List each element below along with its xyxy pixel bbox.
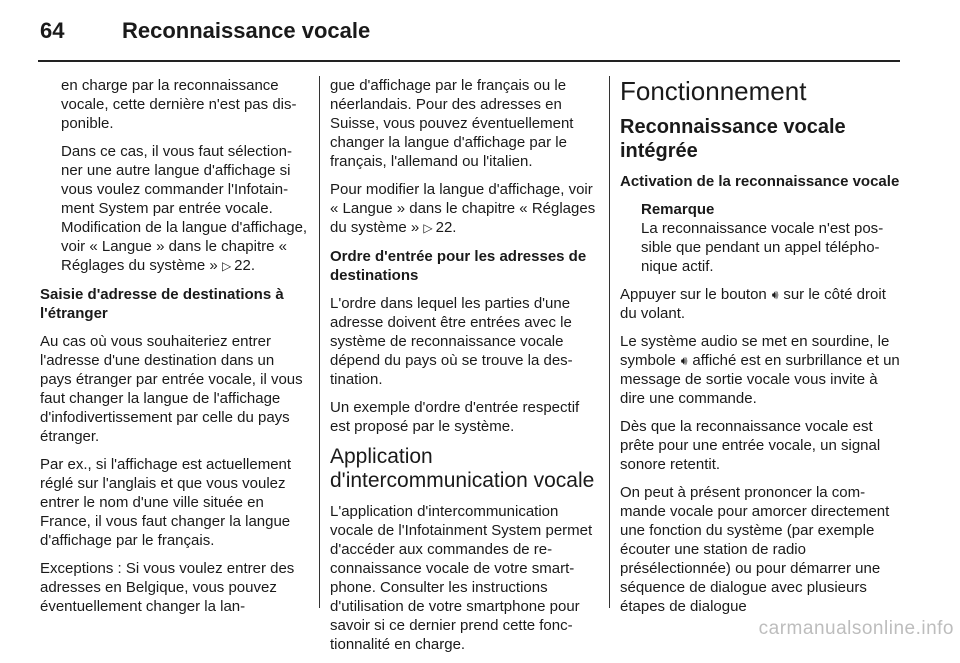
paragraph: Exceptions : Si vous voulez entrer des adresses en Belgique, vous pouvez éventuellement changer la lan- — [40, 560, 295, 615]
note-label: Remarque — [641, 201, 715, 218]
paragraph: On peut à présent prononcer la commande vocale pour amorcer directement une fonction du système (par exemple écouter une station de radio présélectionnée) ou pour démarrer une séquence de dialogue avec plusieurs étapes de dialogue — [620, 484, 890, 615]
voice-control-icon: 🔊︎ — [680, 353, 688, 368]
column-divider — [609, 76, 610, 608]
paragraph: Appuyer sur le bouton 🔊︎ sur le côté droit du volant. — [620, 286, 886, 322]
paragraph: Au cas où vous souhaiteriez entrer l'adresse d'une destination dans un pays étranger par entrée vocale, il vous faut changer la langue de l'affichage d'infodivertissement par celle du pays étranger. — [40, 333, 303, 445]
paragraph: gue d'affichage par le français ou le néerlandais. Pour des adresses en Suisse, vous pouvez éventuellement changer la langue d'affichage par le français, l'allemand ou l'italien. — [330, 77, 574, 170]
note-text: La reconnaissance vocale n'est possible que pendant un appel téléphonique actif. — [641, 220, 884, 275]
paragraph: L'application d'intercommunication vocale de l'Infotainment System permet d'accéder aux commandes de reconnaissance vocale de votre smartphone. Consulter les instructions d'utilisation de votre smartphone pour savoir si ce dernier prend cette fonctionnalité en charge. — [330, 503, 593, 653]
note-box — [620, 200, 902, 276]
column-1 — [40, 76, 308, 625]
section-heading: Saisie d'adresse de destinations à l'étranger — [40, 286, 284, 322]
paragraph: Dès que la reconnaissance vocale est prête pour une entrée vocale, un signal sonore retentit. — [620, 418, 881, 473]
page-reference-link[interactable]: ▷ 22. — [423, 219, 456, 236]
watermark: carmanualsonline.info — [758, 618, 954, 639]
page-title: Reconnaissance vocale — [122, 18, 371, 43]
page-number: 64 — [40, 18, 65, 43]
voice-control-icon: 🔊︎ — [771, 287, 779, 302]
section-title: Application d'intercommunication vocale — [330, 445, 595, 492]
paragraph: Par ex., si l'affichage est actuellement réglé sur l'anglais et que vous voulez entrer le nom d'une ville située en France, il vous faut changer la langue d'affichage par le français. — [40, 456, 292, 549]
header-rule — [38, 60, 900, 62]
paragraph: Le système audio se met en sourdine, le symbole 🔊︎ affiché est en surbrillance et un message de sortie vocale vous invite à dire une commande. — [620, 333, 900, 407]
paragraph: L'ordre dans lequel les parties d'une adresse doivent être entrées avec le système de reconnaissance vocale dépend du pays où se trouve la destination. — [330, 295, 573, 388]
section-heading: Ordre d'entrée pour les adresses de destinations — [330, 248, 587, 284]
page-header — [40, 18, 370, 54]
paragraph: Dans ce cas, il vous faut sélectionner une autre langue d'affichage si vous voulez commander l'Infotainment System par entrée vocale. Modification de la langue d'affichage, voir « Langue » dans le chapitre « Réglages du système » ▷ 22. — [40, 142, 308, 276]
page-reference-link[interactable]: ▷ 22. — [222, 257, 255, 274]
column-2 — [330, 76, 598, 663]
subsection-title: Reconnaissance vocale intégrée — [620, 116, 846, 162]
chapter-title: Fonctionnement — [620, 76, 807, 106]
paragraph: Pour modifier la langue d'affichage, voir « Langue » dans le chapitre « Réglages du système » ▷ 22. — [330, 180, 598, 238]
paragraph: en charge par la reconnaissance vocale, cette dernière n'est pas disponible. — [61, 77, 297, 132]
paragraph: Un exemple d'ordre d'entrée respectif est proposé par le système. — [330, 399, 580, 435]
section-heading: Activation de la reconnaissance vocale — [620, 173, 900, 190]
column-divider — [319, 76, 320, 608]
column-3 — [620, 76, 902, 625]
